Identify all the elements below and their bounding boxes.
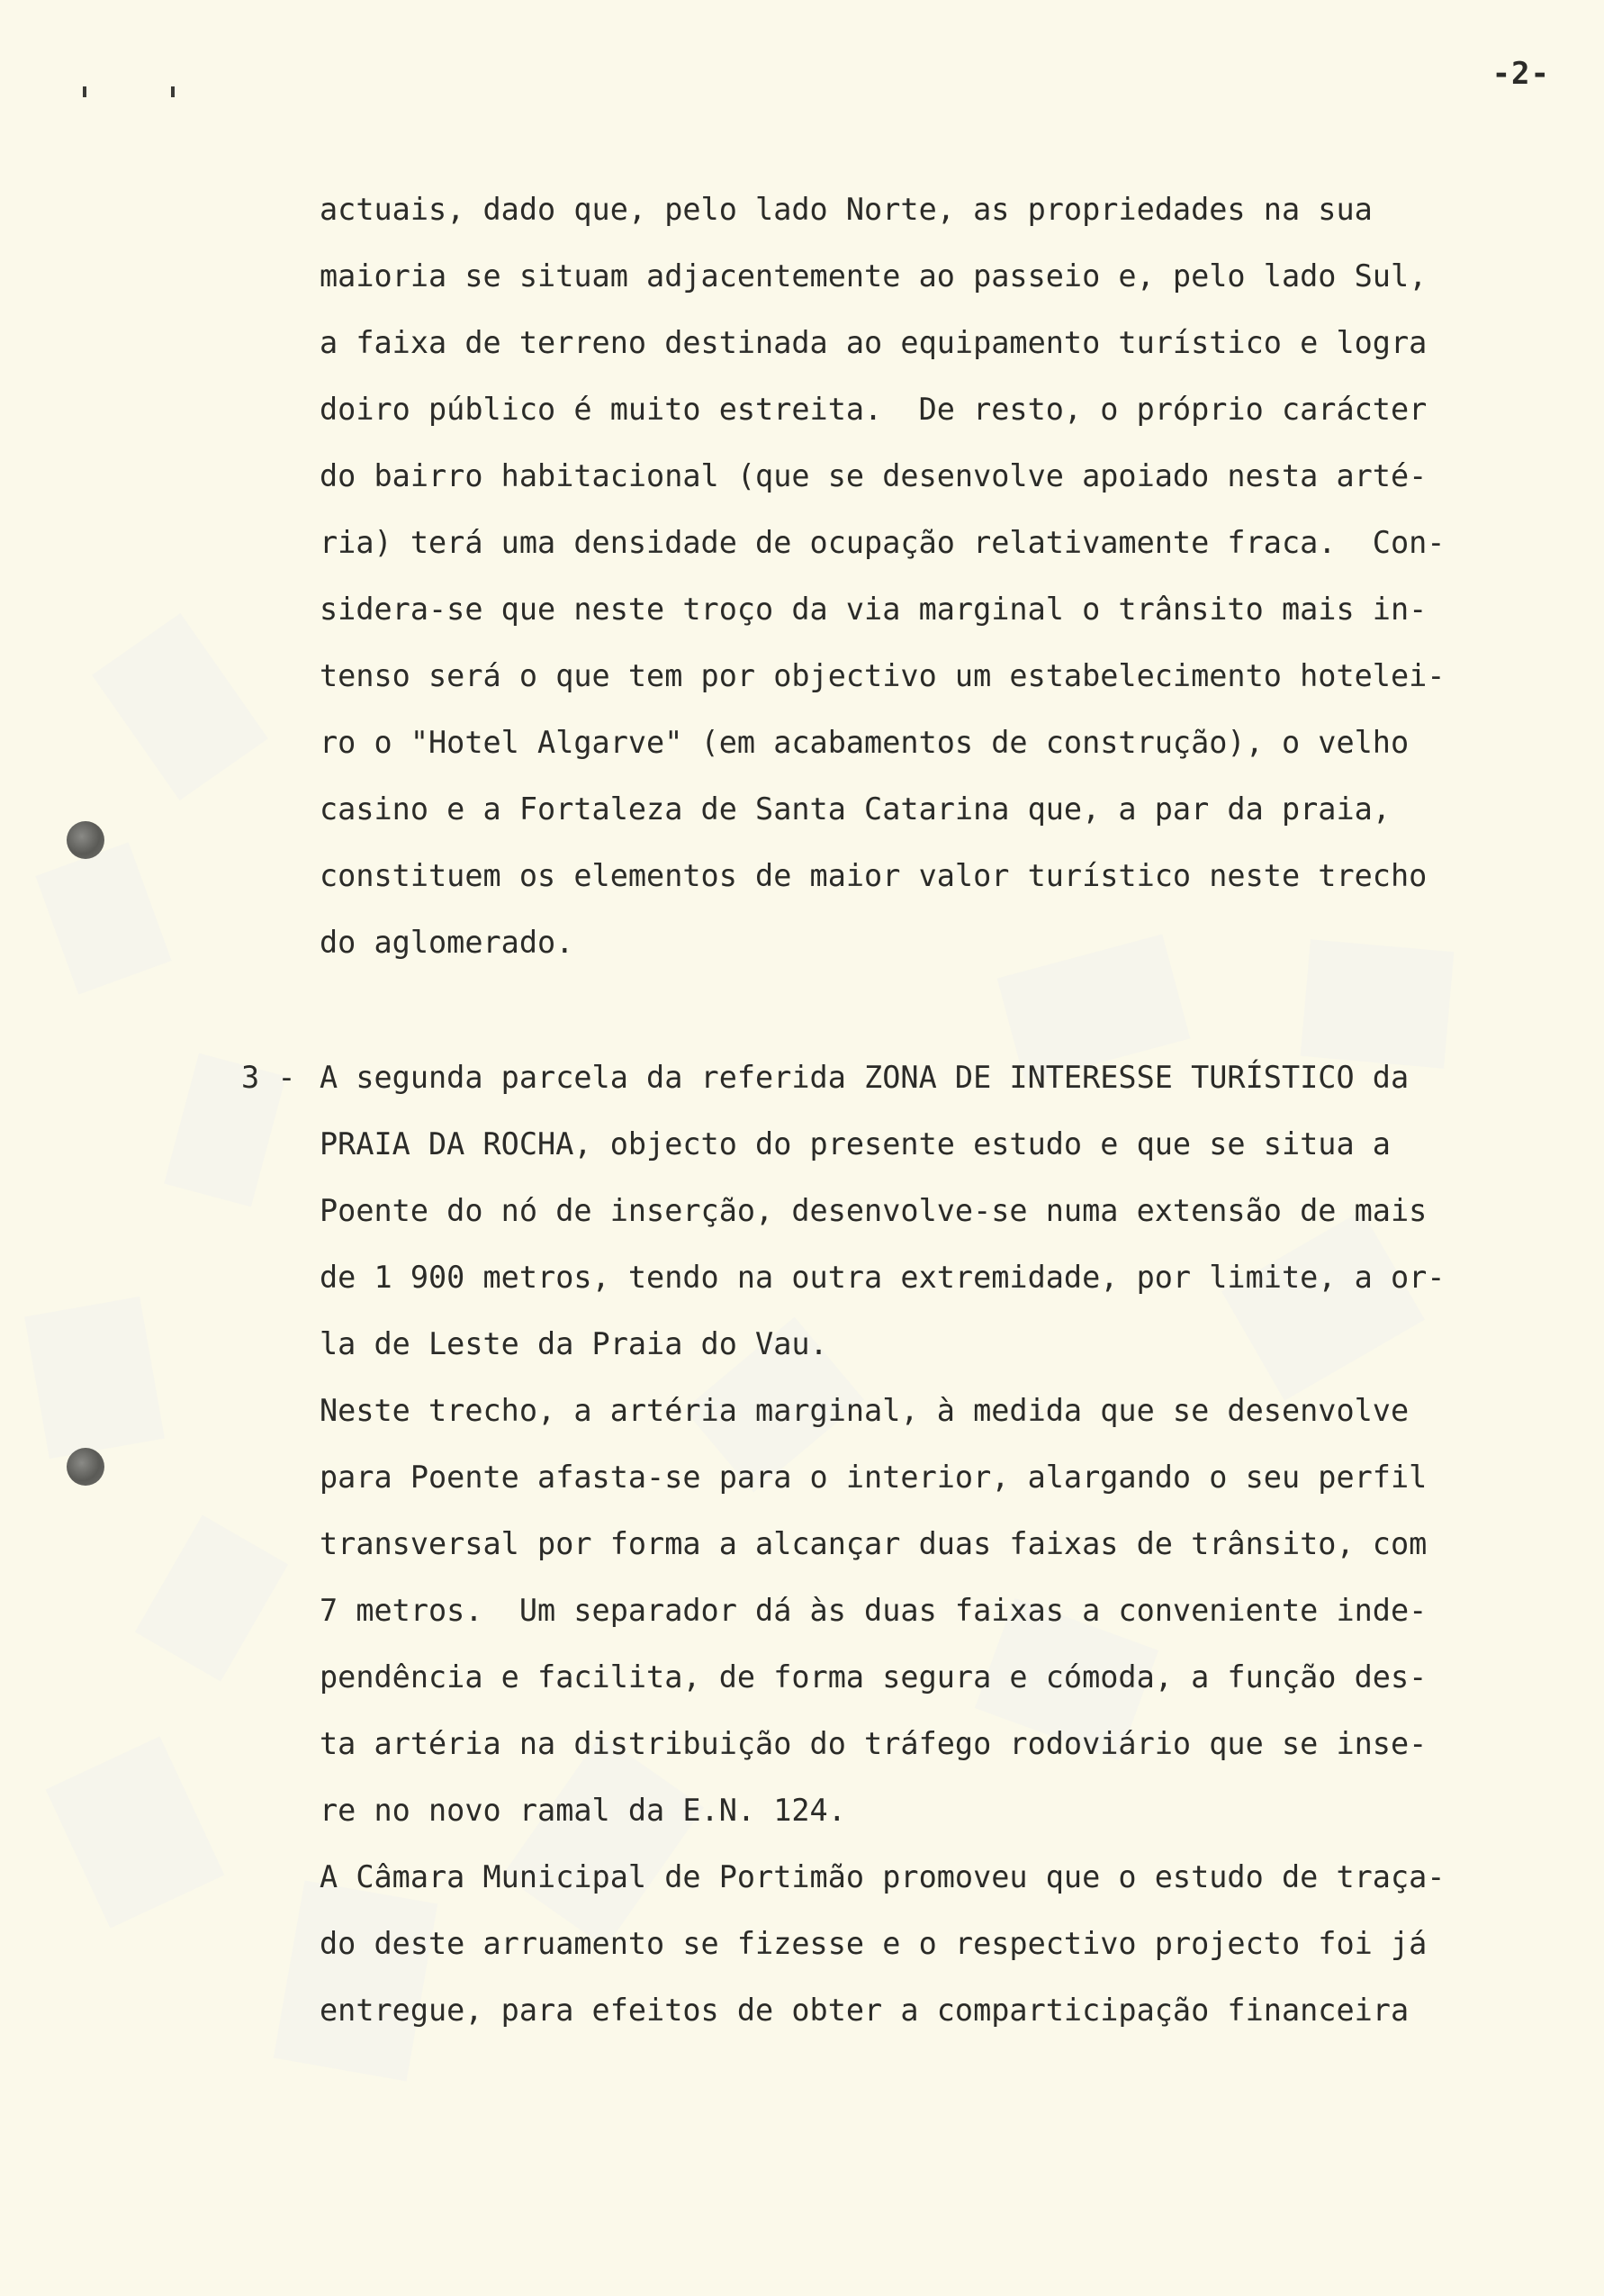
text-line: constituem os elementos de maior valor turístico neste trecho (320, 858, 1428, 893)
margin-mark (171, 86, 175, 97)
text-line: PRAIA DA ROCHA, objecto do presente estudo e que se situa a (320, 1126, 1391, 1162)
text-line: actuais, dado que, pelo lado Norte, as propriedades na sua (320, 192, 1373, 227)
watermark-patch (135, 1515, 288, 1682)
text-line: sidera-se que neste troço da via marginal o trânsito mais in- (320, 592, 1428, 627)
text-line: A Câmara Municipal de Portimão promoveu que o estudo de traça- (320, 1859, 1446, 1894)
margin-mark (83, 86, 86, 97)
text-line: a faixa de terreno destinada ao equipamento turístico e logra (320, 325, 1428, 360)
text-line: ta artéria na distribuição do tráfego rodoviário que se inse- (320, 1726, 1428, 1761)
text-line: do aglomerado. (320, 925, 574, 960)
text-line: pendência e facilita, de forma segura e cómoda, a função des- (320, 1659, 1428, 1695)
text-line: Neste trecho, a artéria marginal, à medida que se desenvolve (320, 1393, 1410, 1428)
text-line: do deste arruamento se fizesse e o respectivo projecto foi já (320, 1926, 1428, 1961)
text-line: A segunda parcela da referida ZONA DE INTERESSE TURÍSTICO da (320, 1060, 1410, 1095)
text-line: ro o "Hotel Algarve" (em acabamentos de construção), o velho (320, 725, 1410, 760)
text-line: doiro público é muito estreita. De resto, o próprio carácter (320, 392, 1428, 427)
page-number: -2- (1491, 56, 1550, 92)
text-line: ria) terá uma densidade de ocupação relativamente fraca. Con- (320, 525, 1446, 560)
punch-hole (67, 1448, 104, 1486)
text-line: transversal por forma a alcançar duas faixas de trânsito, com (320, 1526, 1428, 1561)
text-line: casino e a Fortaleza de Santa Catarina que, a par da praia, (320, 791, 1391, 827)
text-line: tenso será o que tem por objectivo um estabelecimento hotelei- (320, 658, 1446, 693)
watermark-patch (35, 842, 171, 994)
text-line: para Poente afasta-se para o interior, alargando o seu perfil (320, 1460, 1428, 1495)
text-line: do bairro habitacional (que se desenvolve apoiado nesta arté- (320, 458, 1428, 493)
watermark-patch (24, 1297, 165, 1459)
watermark-patch (46, 1736, 225, 1928)
punch-hole (67, 821, 104, 859)
text-line: maioria se situam adjacentemente ao passeio e, pelo lado Sul, (320, 258, 1428, 294)
text-line: entregue, para efeitos de obter a comparticipação financeira (320, 1993, 1410, 2028)
paragraph-continuation (320, 176, 1517, 976)
section-3-text (320, 1044, 1517, 2044)
watermark-patch (92, 613, 268, 800)
text-line: de 1 900 metros, tendo na outra extremidade, por limite, a or- (320, 1260, 1446, 1295)
text-line: la de Leste da Praia do Vau. (320, 1326, 828, 1361)
text-line: re no novo ramal da E.N. 124. (320, 1793, 846, 1828)
text-line: 7 metros. Um separador dá às duas faixas a conveniente inde- (320, 1593, 1428, 1628)
text-line: Poente do nó de inserção, desenvolve-se numa extensão de mais (320, 1193, 1428, 1228)
section-number: 3 - (241, 1060, 296, 1095)
